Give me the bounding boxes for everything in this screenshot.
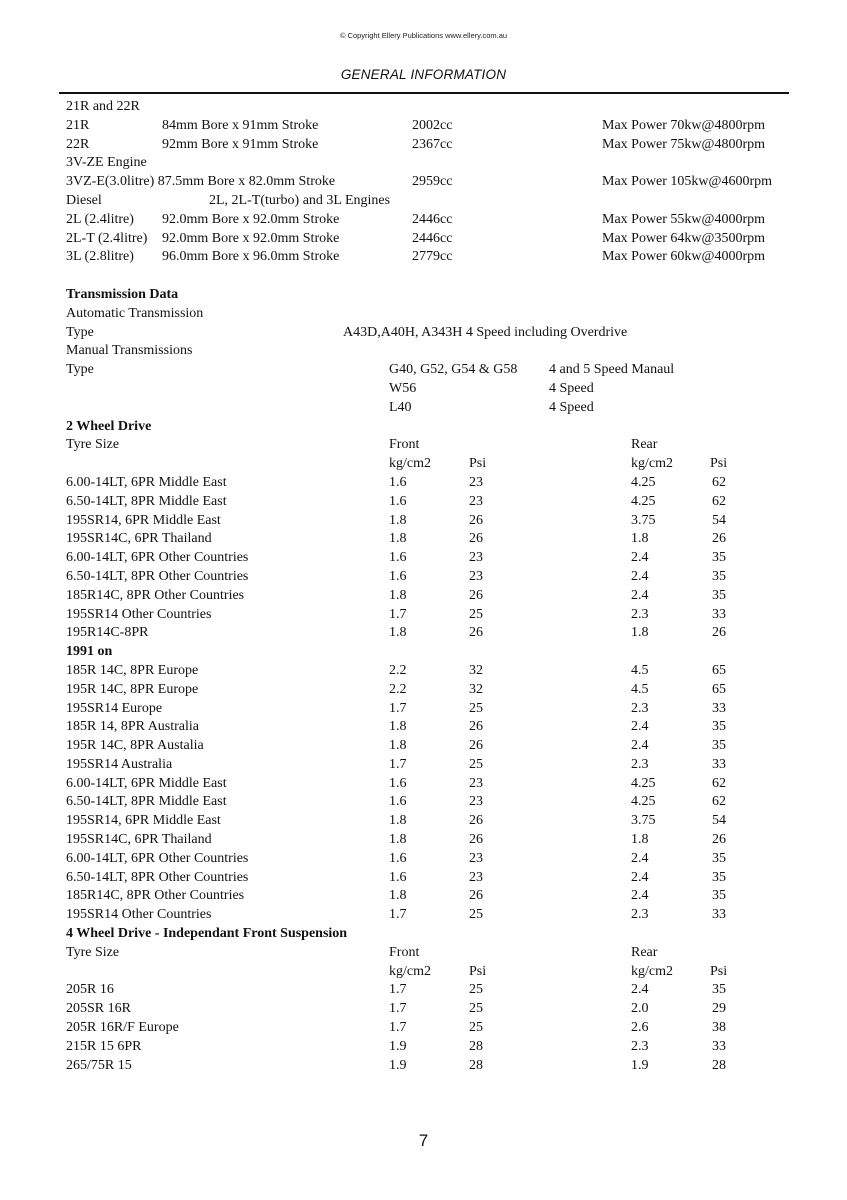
auto-transmission-type-row	[66, 324, 796, 343]
front-psi-value: 28	[469, 1057, 483, 1073]
front-kg-unit: kg/cm2	[389, 963, 431, 979]
front-kg-value: 1.7	[389, 907, 407, 923]
front-psi-value: 26	[469, 738, 483, 754]
rear-kg-value: 4.25	[631, 493, 656, 509]
engine-model: 2L-T (2.4litre)	[66, 230, 148, 246]
front-kg-value: 1.7	[389, 1020, 407, 1036]
tyre-size: 265/75R 15	[66, 1057, 132, 1073]
rear-psi-value: 33	[712, 606, 726, 622]
manual-desc: 4 Speed	[549, 380, 594, 396]
rear-psi-value: 35	[712, 850, 726, 866]
engine-power: Max Power 70kw@4800rpm	[602, 117, 765, 133]
rear-psi-value: 65	[712, 662, 726, 678]
engine-row	[66, 136, 796, 155]
four-wd-heading	[66, 925, 796, 944]
front-kg-value: 1.6	[389, 550, 407, 566]
tyre-size: 195SR14 Australia	[66, 756, 173, 772]
front-psi-value: 26	[469, 625, 483, 641]
engine-row	[66, 248, 796, 267]
rear-psi-value: 26	[712, 531, 726, 547]
rear-psi-value: 28	[712, 1057, 726, 1073]
tyre-size: 195SR14C, 6PR Thailand	[66, 832, 212, 848]
front-psi-value: 23	[469, 568, 483, 584]
auto-transmission-label-row	[66, 305, 796, 324]
engine-power: Max Power 64kw@3500rpm	[602, 230, 765, 246]
tyre-size: 185R 14C, 8PR Europe	[66, 662, 199, 678]
manual-desc: 4 and 5 Speed Manaul	[549, 362, 675, 378]
tyre-size-label: Tyre Size	[66, 944, 120, 960]
rear-psi-value: 26	[712, 832, 726, 848]
front-psi-value: 25	[469, 606, 483, 622]
rear-psi-value: 33	[712, 756, 726, 772]
rear-psi-value: 35	[712, 587, 726, 603]
tyre-row	[66, 493, 796, 512]
engine-bore: 84mm Bore x 91mm Stroke	[162, 117, 319, 133]
four-wd-rows	[66, 981, 796, 1075]
tyre-row	[66, 681, 796, 700]
tyre-row	[66, 549, 796, 568]
rear-kg-value: 4.5	[631, 662, 649, 678]
rear-psi-value: 62	[712, 794, 726, 810]
engine-model: 22R	[66, 136, 90, 152]
front-kg-value: 1.9	[389, 1057, 407, 1073]
front-kg-value: 1.9	[389, 1038, 407, 1054]
tyre-row	[66, 981, 796, 1000]
tyre-row	[66, 1000, 796, 1019]
manual-transmission-row	[66, 380, 796, 399]
tyre-row	[66, 850, 796, 869]
tyre-row	[66, 906, 796, 925]
front-psi-value: 26	[469, 832, 483, 848]
rear-kg-value: 1.8	[631, 625, 649, 641]
rear-kg-value: 2.4	[631, 719, 649, 735]
two-wd-1991-rows	[66, 662, 796, 925]
rear-kg-value: 2.4	[631, 869, 649, 885]
rear-kg-value: 2.4	[631, 738, 649, 754]
front-kg-value: 2.2	[389, 662, 407, 678]
type-label: Type	[66, 324, 94, 340]
tyre-size: 195SR14, 6PR Middle East	[66, 512, 221, 528]
tyre-size: 205R 16R/F Europe	[66, 1020, 179, 1036]
front-psi-value: 25	[469, 982, 483, 998]
front-psi-value: 25	[469, 756, 483, 772]
tyre-size: 6.00-14LT, 6PR Other Countries	[66, 850, 249, 866]
rear-kg-value: 2.4	[631, 982, 649, 998]
tyre-size: 185R14C, 8PR Other Countries	[66, 587, 245, 603]
header-divider	[59, 92, 789, 94]
rear-psi-value: 35	[712, 869, 726, 885]
front-kg-value: 1.8	[389, 531, 407, 547]
tyre-row	[66, 587, 796, 606]
engine-power: Max Power 60kw@4000rpm	[602, 249, 765, 265]
type-label: Type	[66, 362, 94, 378]
tyre-row	[66, 530, 796, 549]
front-kg-value: 1.7	[389, 756, 407, 772]
tyre-size: 195SR14 Europe	[66, 700, 163, 716]
tyre-size-label: Tyre Size	[66, 437, 120, 453]
rear-kg-value: 2.6	[631, 1020, 649, 1036]
engine-model: 3VZ-E(3.0litre) 87.5mm Bore x 82.0mm Stroke	[66, 174, 336, 190]
rear-kg-value: 4.25	[631, 775, 656, 791]
engine-cc: 2959cc	[412, 174, 453, 190]
transmission-heading	[66, 286, 796, 305]
front-kg-value: 1.6	[389, 794, 407, 810]
rear-psi-unit: Psi	[710, 456, 728, 472]
front-psi-value: 25	[469, 1001, 483, 1017]
tyre-row	[66, 1019, 796, 1038]
engine-row	[66, 230, 796, 249]
rear-psi-value: 26	[712, 625, 726, 641]
rear-label: Rear	[631, 437, 658, 453]
front-kg-value: 1.8	[389, 738, 407, 754]
engine-row	[66, 211, 796, 230]
rear-kg-value: 2.4	[631, 888, 649, 904]
rear-label: Rear	[631, 944, 658, 960]
front-kg-value: 1.7	[389, 982, 407, 998]
front-kg-value: 1.8	[389, 719, 407, 735]
front-kg-value: 1.6	[389, 869, 407, 885]
tyre-row	[66, 756, 796, 775]
rear-psi-value: 35	[712, 888, 726, 904]
rear-psi-value: 35	[712, 550, 726, 566]
tyre-size: 6.00-14LT, 6PR Other Countries	[66, 550, 249, 566]
auto-transmission-value: A43D,A40H, A343H 4 Speed including Overdrive	[343, 324, 628, 340]
four-wd-heading-text: 4 Wheel Drive - Independant Front Suspension	[66, 926, 348, 942]
tyre-size: 185R14C, 8PR Other Countries	[66, 888, 245, 904]
front-psi-value: 28	[469, 1038, 483, 1054]
tyre-size: 195SR14, 6PR Middle East	[66, 813, 221, 829]
tyre-size: 185R 14, 8PR Australia	[66, 719, 200, 735]
tyre-row	[66, 512, 796, 531]
page-number: 7	[418, 1131, 429, 1150]
engine-heading	[66, 154, 796, 173]
front-kg-value: 1.8	[389, 888, 407, 904]
front-psi-value: 26	[469, 531, 483, 547]
front-kg-value: 1.8	[389, 625, 407, 641]
engine-cc: 2367cc	[412, 136, 453, 152]
manual-transmission-label-row	[66, 342, 796, 361]
engine-heading-text: 21R and 22R	[66, 99, 140, 114]
rear-psi-value: 54	[712, 813, 726, 829]
tyre-header-row	[66, 944, 796, 963]
tyre-size: 6.50-14LT, 8PR Other Countries	[66, 869, 249, 885]
front-kg-value: 1.6	[389, 568, 407, 584]
manual-transmission-label: Manual Transmissions	[66, 343, 193, 359]
tyre-row	[66, 887, 796, 906]
rear-kg-value: 1.8	[631, 531, 649, 547]
two-wd-rows	[66, 474, 796, 643]
engine-cc: 2446cc	[412, 230, 453, 246]
rear-psi-value: 54	[712, 512, 726, 528]
manual-model: G40, G52, G54 & G58	[389, 362, 518, 378]
rear-psi-value: 62	[712, 474, 726, 490]
tyre-size: 195SR14C, 6PR Thailand	[66, 531, 212, 547]
tyre-row	[66, 1057, 796, 1076]
engine-bore: 92mm Bore x 91mm Stroke	[162, 136, 319, 152]
manual-model: W56	[389, 380, 417, 396]
tyre-size: 6.50-14LT, 8PR Middle East	[66, 493, 227, 509]
engine-cc: 2446cc	[412, 211, 453, 227]
tyre-row	[66, 775, 796, 794]
rear-psi-value: 35	[712, 719, 726, 735]
front-psi-value: 32	[469, 662, 483, 678]
front-kg-value: 1.8	[389, 832, 407, 848]
year-heading-text: 1991 on	[66, 644, 113, 660]
tyre-size: 195R 14C, 8PR Europe	[66, 681, 199, 697]
front-psi-value: 26	[469, 888, 483, 904]
tyre-size: 6.50-14LT, 8PR Middle East	[66, 794, 227, 810]
tyre-row	[66, 568, 796, 587]
front-kg-value: 1.6	[389, 474, 407, 490]
front-kg-unit: kg/cm2	[389, 456, 431, 472]
rear-psi-value: 29	[712, 1001, 726, 1017]
front-kg-value: 1.7	[389, 1001, 407, 1017]
tyre-units-row	[66, 455, 796, 474]
rear-kg-value: 2.0	[631, 1001, 649, 1017]
rear-kg-value: 2.4	[631, 550, 649, 566]
transmission-heading-text: Transmission Data	[66, 286, 179, 302]
year-heading	[66, 643, 796, 662]
tyre-size: 195SR14 Other Countries	[66, 606, 212, 622]
manual-model: L40	[389, 399, 412, 415]
engine-model: 3L (2.8litre)	[66, 249, 134, 265]
front-psi-unit: Psi	[469, 456, 487, 472]
rear-psi-unit: Psi	[710, 963, 728, 979]
spec-content	[66, 98, 796, 1075]
front-psi-value: 23	[469, 794, 483, 810]
front-psi-value: 25	[469, 907, 483, 923]
tyre-row	[66, 606, 796, 625]
rear-psi-value: 35	[712, 982, 726, 998]
front-psi-value: 32	[469, 681, 483, 697]
front-psi-value: 23	[469, 775, 483, 791]
diesel-label: Diesel	[66, 192, 102, 208]
tyre-row	[66, 812, 796, 831]
front-label: Front	[389, 437, 420, 453]
engine-bore: 92.0mm Bore x 92.0mm Stroke	[162, 230, 340, 246]
rear-kg-value: 2.4	[631, 587, 649, 603]
engine-bore: 96.0mm Bore x 96.0mm Stroke	[162, 249, 340, 265]
tyre-size: 6.00-14LT, 6PR Middle East	[66, 775, 227, 791]
rear-kg-value: 3.75	[631, 813, 656, 829]
engine-heading	[66, 192, 796, 211]
front-kg-value: 1.6	[389, 775, 407, 791]
rear-kg-value: 2.4	[631, 568, 649, 584]
rear-kg-value: 2.3	[631, 700, 649, 716]
engine-cc: 2002cc	[412, 117, 453, 133]
front-kg-value: 1.6	[389, 493, 407, 509]
engine-cc: 2779cc	[412, 249, 453, 265]
rear-kg-value: 2.3	[631, 606, 649, 622]
front-psi-value: 26	[469, 512, 483, 528]
rear-psi-value: 62	[712, 775, 726, 791]
front-psi-value: 26	[469, 587, 483, 603]
tyre-row	[66, 737, 796, 756]
tyre-size: 195R 14C, 8PR Austalia	[66, 738, 204, 754]
rear-kg-value: 1.9	[631, 1057, 649, 1073]
tyre-row	[66, 869, 796, 888]
engine-model: 2L (2.4litre)	[66, 211, 134, 227]
front-psi-value: 23	[469, 493, 483, 509]
rear-kg-value: 2.3	[631, 1038, 649, 1054]
copyright-notice: © Copyright Ellery Publications www.ellery.com.au	[339, 31, 508, 40]
rear-kg-value: 2.3	[631, 756, 649, 772]
tyre-size: 6.50-14LT, 8PR Other Countries	[66, 568, 249, 584]
front-psi-value: 23	[469, 474, 483, 490]
front-psi-value: 25	[469, 1020, 483, 1036]
tyre-row	[66, 1038, 796, 1057]
front-kg-value: 1.7	[389, 606, 407, 622]
rear-kg-value: 3.75	[631, 512, 656, 528]
front-label: Front	[389, 944, 420, 960]
rear-kg-unit: kg/cm2	[631, 456, 673, 472]
engine-row	[66, 117, 796, 136]
front-kg-value: 1.6	[389, 850, 407, 866]
front-psi-value: 26	[469, 719, 483, 735]
rear-psi-value: 38	[712, 1020, 726, 1036]
manual-transmission-row	[66, 361, 796, 380]
rear-kg-value: 2.4	[631, 850, 649, 866]
tyre-row	[66, 474, 796, 493]
tyre-row	[66, 793, 796, 812]
tyre-row	[66, 718, 796, 737]
engine-heading	[66, 98, 796, 117]
rear-kg-value: 4.5	[631, 681, 649, 697]
manual-desc: 4 Speed	[549, 399, 594, 415]
tyre-header-row	[66, 436, 796, 455]
tyre-row	[66, 831, 796, 850]
tyre-size: 195R14C-8PR	[66, 625, 149, 641]
front-kg-value: 2.2	[389, 681, 407, 697]
front-kg-value: 1.8	[389, 813, 407, 829]
engine-bore: 92.0mm Bore x 92.0mm Stroke	[162, 211, 340, 227]
tyre-size: 6.00-14LT, 6PR Middle East	[66, 474, 227, 490]
tyre-size: 195SR14 Other Countries	[66, 907, 212, 923]
rear-psi-value: 35	[712, 568, 726, 584]
tyre-size: 205SR 16R	[66, 1001, 131, 1017]
two-wd-heading-text: 2 Wheel Drive	[66, 418, 152, 434]
tyre-size: 215R 15 6PR	[66, 1038, 142, 1054]
rear-kg-value: 4.25	[631, 474, 656, 490]
engine-power: Max Power 75kw@4800rpm	[602, 136, 765, 152]
tyre-row	[66, 624, 796, 643]
auto-transmission-label: Automatic Transmission	[66, 305, 204, 321]
front-psi-value: 23	[469, 850, 483, 866]
two-wd-heading	[66, 418, 796, 437]
tyre-size: 205R 16	[66, 982, 114, 998]
engine-heading-text: 3V-ZE Engine	[66, 155, 147, 171]
engine-model: 21R	[66, 117, 90, 133]
front-kg-value: 1.8	[389, 587, 407, 603]
diesel-heading: 2L, 2L-T(turbo) and 3L Engines	[209, 192, 391, 208]
front-psi-unit: Psi	[469, 963, 487, 979]
engine-row	[66, 173, 796, 192]
front-psi-value: 25	[469, 700, 483, 716]
rear-psi-value: 33	[712, 1038, 726, 1054]
rear-kg-value: 1.8	[631, 832, 649, 848]
page-title: GENERAL INFORMATION	[340, 67, 507, 82]
engine-power: Max Power 105kw@4600rpm	[602, 174, 772, 190]
engine-power: Max Power 55kw@4000rpm	[602, 211, 765, 227]
front-kg-value: 1.7	[389, 700, 407, 716]
rear-psi-value: 62	[712, 493, 726, 509]
rear-psi-value: 35	[712, 738, 726, 754]
rear-psi-value: 33	[712, 907, 726, 923]
rear-psi-value: 33	[712, 700, 726, 716]
rear-kg-value: 4.25	[631, 794, 656, 810]
tyre-units-row	[66, 963, 796, 982]
rear-kg-unit: kg/cm2	[631, 963, 673, 979]
rear-kg-value: 2.3	[631, 907, 649, 923]
front-psi-value: 26	[469, 813, 483, 829]
front-psi-value: 23	[469, 550, 483, 566]
tyre-row	[66, 662, 796, 681]
manual-transmission-row	[66, 399, 796, 418]
rear-psi-value: 65	[712, 681, 726, 697]
tyre-row	[66, 700, 796, 719]
front-psi-value: 23	[469, 869, 483, 885]
front-kg-value: 1.8	[389, 512, 407, 528]
